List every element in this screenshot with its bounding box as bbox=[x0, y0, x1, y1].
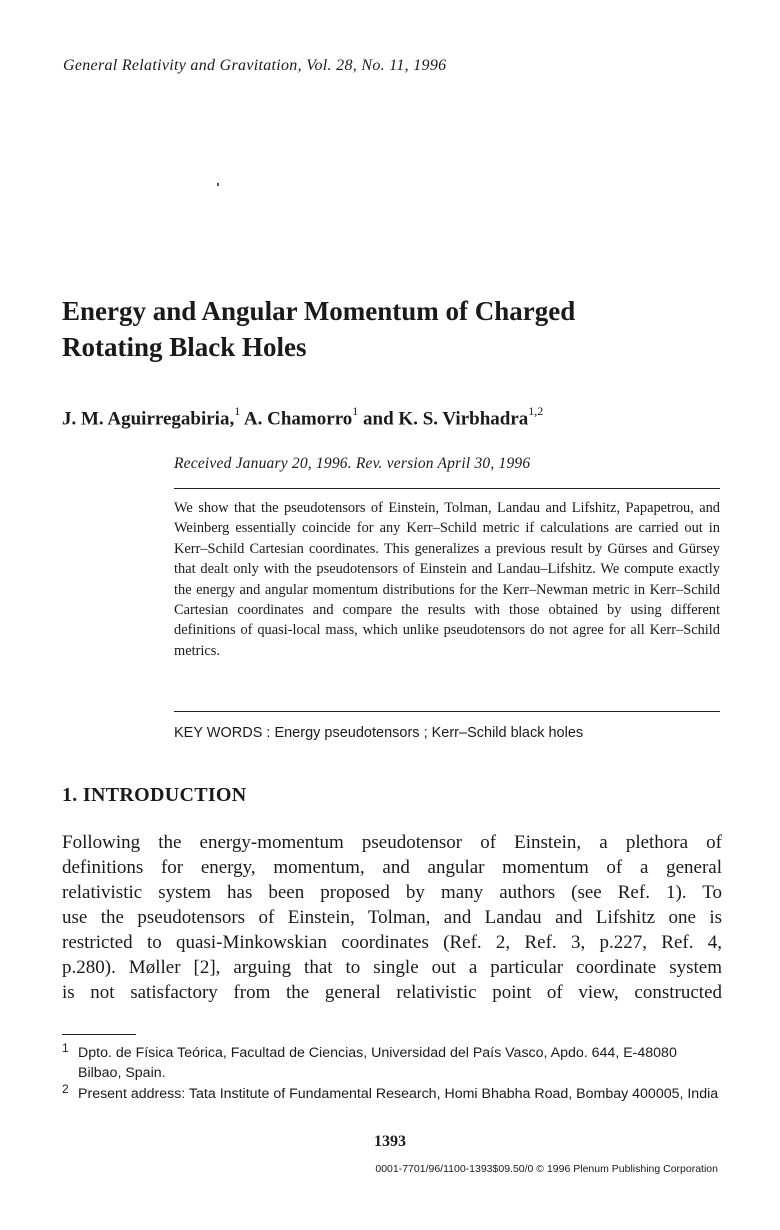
body-line: restricted to quasi-Minkowskian coordinates (Ref. 2, Ref. 3, p.227, Ref. 4, bbox=[62, 932, 722, 953]
body-line: is not satisfactory from the general relativistic point of view, constructed bbox=[62, 982, 722, 1003]
body-line: Following the energy-momentum pseudotensor of Einstein, a plethora of bbox=[62, 832, 722, 853]
footnote-text: Present address: Tata Institute of Fundamental Research, Homi Bhabha Road, Bombay 400005, India bbox=[78, 1086, 719, 1102]
abstract: We show that the pseudotensors of Einstein, Tolman, Landau and Lifshitz, Papapetrou, and Weinberg essentially coincide for any Kerr–Schild metric if calculations are carried out in Kerr–Schild Cartesian coordinates. This generalizes a previous result by Gürses and Gürsey that dealt only with the pseudotensors of Einstein and Landau–Lifshitz. We compute exactly the energy and angular momentum distributions for the Kerr–Newman metric in Kerr–Schild Cartesian coordinates and compare the results with those obtained by using different definitions of quasi-local mass, which unlike pseudotensors do not agree for all Kerr–Schild metrics. bbox=[174, 500, 720, 659]
abstract-bottom-rule bbox=[174, 711, 720, 712]
body-line: p.280). Møller [2], arguing that to single out a particular coordinate system bbox=[62, 957, 722, 978]
author-aguirregabiria: J. M. Aguirregabiria, bbox=[62, 408, 235, 430]
footnote-text: Dpto. de Física Teórica, Facultad de Ciencias, Universidad del País Vasco, Apdo. 644, E-48080 Bilbao, Spain. bbox=[78, 1045, 677, 1081]
footnote-mark: 2 bbox=[62, 1082, 69, 1096]
paper-title bbox=[62, 293, 722, 365]
intro-paragraph bbox=[62, 806, 722, 1005]
page-number: 1393 bbox=[374, 1133, 406, 1150]
keywords: KEY WORDS : Energy pseudotensors ; Kerr–Schild black holes bbox=[174, 725, 584, 741]
body-line: definitions for energy, momentum, and angular momentum of a general bbox=[62, 857, 722, 878]
affiliation-mark: 1 bbox=[234, 404, 241, 418]
footnote-mark: 1 bbox=[62, 1041, 69, 1055]
footnote-rule bbox=[62, 1034, 136, 1035]
copyright-line: 0001-7701/96/1100-1393$09.50/0 © 1996 Plenum Publishing Corporation bbox=[375, 1163, 718, 1175]
affiliation-mark: 1 bbox=[352, 404, 359, 418]
author-virbhadra: and K. S. Virbhadra bbox=[358, 408, 529, 430]
author-chamorro: A. Chamorro bbox=[240, 408, 353, 430]
title-line-1: Energy and Angular Momentum of Charged bbox=[62, 296, 576, 326]
section-heading: 1. INTRODUCTION bbox=[62, 784, 247, 806]
footnote-2 bbox=[62, 1084, 722, 1104]
journal-header: General Relativity and Gravitation, Vol. 28, No. 11, 1996 bbox=[63, 57, 447, 74]
received-date: Received January 20, 1996. Rev. version April 30, 1996 bbox=[174, 455, 531, 472]
footnote-1 bbox=[62, 1043, 722, 1083]
abstract-top-rule bbox=[174, 488, 720, 489]
affiliation-mark: 1,2 bbox=[528, 404, 544, 418]
body-line: use the pseudotensors of Einstein, Tolman, and Landau and Lifshitz one is bbox=[62, 907, 722, 928]
title-line-2: Rotating Black Holes bbox=[62, 332, 307, 362]
stray-mark bbox=[217, 183, 219, 186]
body-line: relativistic system has been proposed by many authors (see Ref. 1). To bbox=[62, 882, 722, 903]
author-list bbox=[62, 406, 543, 430]
